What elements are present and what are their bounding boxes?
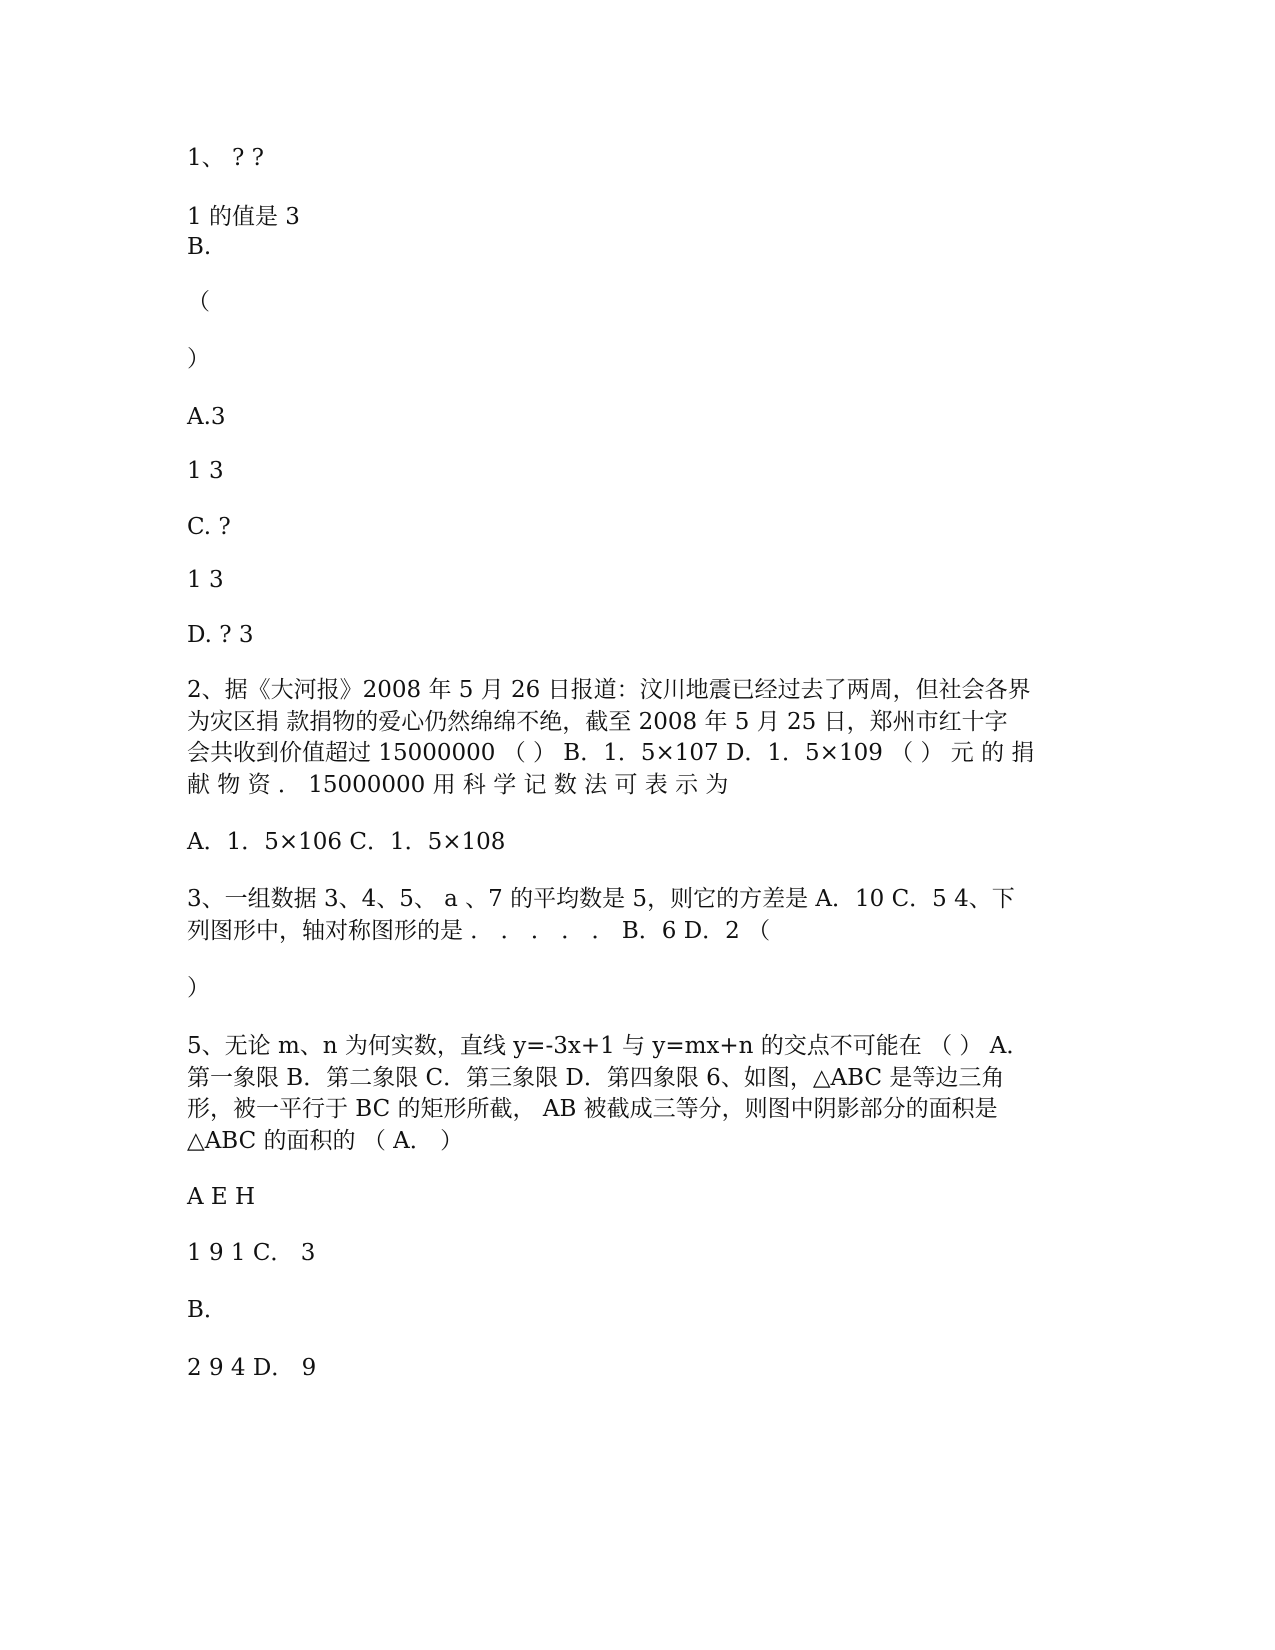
q3-paragraph: [187, 884, 1087, 947]
q2-line-3: 会共收到价值超过 15000000 （ ） B．1．5×107 D．1．5×109 （ ） 元 的 捐: [187, 740, 1035, 766]
q1-option-a: A.3: [187, 404, 226, 430]
q1-fraction-1: 1 3: [187, 458, 224, 484]
q2-paragraph: [187, 675, 1087, 801]
q5-line-4: △ABC 的面积的 （ A． ）: [187, 1127, 464, 1154]
q1-fraction-2: 1 3: [187, 567, 224, 593]
q1-option-d: D. ? 3: [187, 622, 254, 648]
q1-close-paren: ）: [187, 346, 210, 372]
q6-answer-row-2: 2 9 4 D． 9: [187, 1355, 317, 1381]
q6-answer-row-1: 1 9 1 C． 3: [187, 1240, 316, 1266]
q6-figure-labels: A E H: [187, 1184, 256, 1210]
q2-line-4: 献 物 资 ． 15000000 用 科 学 记 数 法 可 表 示 为: [187, 771, 729, 798]
q3-close-paren: ）: [187, 975, 210, 1001]
q2-line-2: 为灾区捐 款捐物的爱心仍然绵绵不绝，截至 2008 年 5 月 25 日，郑州市红十字: [187, 708, 1008, 735]
q3-line-1: 3、一组数据 3、4、5、 a 、7 的平均数是 5，则它的方差是 A．10 C．5 4、下: [187, 886, 1015, 912]
q5-paragraph: [187, 1031, 1087, 1157]
q3-line-2: 列图形中，轴对称图形的是 ． ． ． ． ． B．6 D．2 （: [187, 917, 771, 944]
q5-line-3: 形，被一平行于 BC 的矩形所截， AB 被截成三等分，则图中阴影部分的面积是: [187, 1096, 998, 1122]
q1-line-2: 1 的值是 3: [187, 204, 300, 230]
q1-line-1: 1、 ? ?: [187, 145, 264, 171]
q2-line-1: 2、据《大河报》2008 年 5 月 26 日报道：汶川地震已经过去了两周，但社会各界: [187, 677, 1031, 703]
q2-options: A．1．5×106 C．1．5×108: [187, 829, 506, 855]
q1-option-b: B.: [187, 234, 212, 260]
q1-option-c: C. ?: [187, 514, 231, 540]
q5-line-2: 第一象限 B．第二象限 C．第三象限 D．第四象限 6、如图，△ABC 是等边三角: [187, 1064, 1005, 1091]
q1-open-paren: （: [187, 289, 210, 315]
q6-option-b: B．: [187, 1297, 227, 1323]
q5-line-1: 5、无论 m、n 为何实数，直线 y=-3x+1 与 y=mx+n 的交点不可能在 （ ） A．: [187, 1033, 1030, 1059]
